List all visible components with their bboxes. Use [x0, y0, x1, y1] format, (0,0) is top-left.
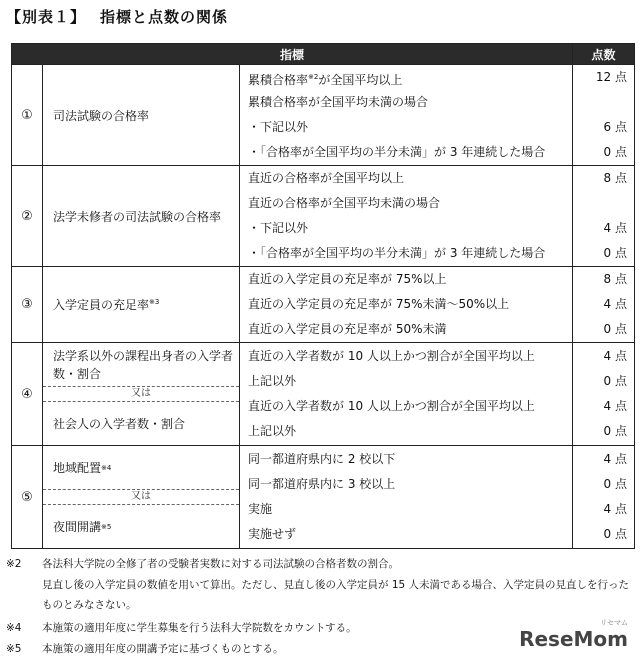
- indicator-points-table: [11, 43, 635, 549]
- condition-label: 直近の入学者数が 10 人以上かつ割合が全国平均以上: [248, 349, 535, 363]
- condition-text: [248, 90, 572, 115]
- points-value: 4 点: [603, 349, 627, 363]
- condition-text: [248, 166, 572, 191]
- group-name-text: 法学未修者の司法試験の合格率: [53, 209, 222, 224]
- footnote-text: 本施策の適用年度に学生募集を行う法科大学院数をカウントする。: [42, 622, 357, 634]
- header-points: 点数: [573, 44, 635, 65]
- footnote-ref: ※3: [149, 298, 160, 306]
- group-name-cell: [43, 446, 240, 549]
- group-row: [12, 166, 635, 267]
- condition-label: 同一都道府県内に 3 校以上: [248, 477, 396, 491]
- points-cell: [573, 343, 635, 446]
- condition-label: 同一都道府県内に 2 校以下: [248, 452, 396, 466]
- group-name: [43, 296, 239, 313]
- points-value: 0 点: [603, 477, 627, 491]
- or-separator: 又は: [43, 489, 239, 505]
- footnote-ref: ※2: [308, 73, 319, 81]
- condition-label: ・下記以外: [248, 120, 309, 134]
- footnote-text: 見直し後の入学定員の数値を用いて算出。ただし、見直し後の入学定員が 15 人未満である場合、入学定員の見直しを行ったものとみなさない。: [42, 579, 630, 611]
- subgroup-a-text: 法学系以外の課程出身者の入学者数・割合: [53, 348, 234, 381]
- subgroup-a-name: [43, 446, 239, 489]
- condition-label: 直近の合格率が全国平均以上: [248, 171, 405, 185]
- subgroup-b-text: 夜間開講: [53, 520, 102, 534]
- subgroup-a-text: 地域配置: [53, 460, 102, 475]
- condition-label: 上記以外: [248, 424, 297, 438]
- points-value: 4 点: [603, 452, 627, 466]
- points-value: 0 点: [603, 145, 627, 159]
- points-value: 0 点: [603, 374, 627, 388]
- condition-label: 直近の入学定員の充足率が 75%未満～50%以上: [248, 297, 510, 311]
- page-title: [6, 6, 228, 27]
- condition-cell: [240, 166, 573, 267]
- condition-text: [248, 115, 572, 140]
- condition-label: 累積合格率: [248, 73, 309, 87]
- condition-text: [248, 267, 572, 292]
- condition-text: [248, 447, 572, 472]
- group-name-text: 司法試験の合格率: [53, 108, 150, 123]
- condition-text: [248, 65, 572, 90]
- resemom-logo: [519, 619, 628, 651]
- condition-label: ・下記以外: [248, 221, 309, 235]
- table-header-row: [12, 44, 635, 65]
- footnote-ref: ※4: [101, 463, 112, 472]
- points-value: 0 点: [603, 322, 627, 336]
- footnote-mark: ※2: [6, 558, 22, 570]
- points-value: 4 点: [603, 221, 627, 235]
- points-value: 4 点: [603, 399, 627, 413]
- condition-label: 直近の入学定員の充足率が 50%未満: [248, 322, 447, 336]
- condition-label: 直近の合格率が全国平均未満の場合: [248, 196, 441, 210]
- logo-sub: リセマム: [600, 619, 628, 627]
- footnote: [6, 575, 632, 615]
- subgroup-b-text: 社会人の入学者数・割合: [53, 417, 186, 431]
- condition-text: [248, 369, 572, 394]
- group-name-text: 入学定員の充足率: [53, 298, 150, 312]
- points-cell: [573, 446, 635, 549]
- group-name: [43, 208, 239, 225]
- condition-label-rest: が全国平均以上: [318, 73, 403, 87]
- group-number: ①: [12, 65, 43, 166]
- condition-text: [248, 140, 572, 165]
- points-value: 6 点: [603, 120, 627, 134]
- group-row: [12, 65, 635, 166]
- subgroup-b-name: [43, 402, 239, 445]
- group-name-cell: [43, 166, 240, 267]
- table-title: 指標と点数の関係: [100, 8, 229, 26]
- group-number: ⑤: [12, 446, 43, 549]
- group-row: [12, 343, 635, 446]
- condition-text: [248, 191, 572, 216]
- condition-label: 実施: [248, 502, 273, 516]
- footnote-mark: [6, 575, 42, 595]
- group-number: ④: [12, 343, 43, 446]
- logo-text: ReseMom: [519, 627, 628, 651]
- condition-label: 実施せず: [248, 527, 297, 541]
- condition-text: [248, 419, 572, 444]
- points-cell: [573, 65, 635, 166]
- points-value: 0 点: [603, 527, 627, 541]
- condition-text: [248, 317, 572, 342]
- group-number: ②: [12, 166, 43, 267]
- condition-cell: [240, 65, 573, 166]
- condition-label: 直近の入学者数が 10 人以上かつ割合が全国平均以上: [248, 399, 535, 413]
- points-value: 0 点: [603, 246, 627, 260]
- condition-text: [248, 344, 572, 369]
- condition-cell: [240, 343, 573, 446]
- condition-text: [248, 241, 572, 266]
- subgroup-a-name: [43, 343, 239, 386]
- header-indicator: 指標: [12, 44, 573, 65]
- condition-text: [248, 292, 572, 317]
- condition-text: [248, 472, 572, 497]
- footnote-mark: ※5: [6, 643, 22, 655]
- group-number: ③: [12, 267, 43, 343]
- footnote-ref: ※5: [101, 522, 112, 531]
- points-value: 4 点: [603, 502, 627, 516]
- group-name-cell: [43, 65, 240, 166]
- or-separator: 又は: [43, 386, 239, 402]
- points-value: [573, 90, 627, 115]
- footnote-text: 本施策の適用年度の開講予定に基づくものとする。: [42, 643, 284, 655]
- condition-cell: [240, 267, 573, 343]
- points-value: 8 点: [603, 272, 627, 286]
- footnote-mark: ※4: [6, 622, 22, 634]
- footnote: [6, 557, 632, 571]
- points-value: 4 点: [603, 297, 627, 311]
- condition-label: 直近の入学定員の充足率が 75%以上: [248, 272, 447, 286]
- points-value: [573, 191, 627, 216]
- condition-label: 累積合格率が全国平均未満の場合: [248, 95, 429, 109]
- points-value: 8 点: [603, 171, 627, 185]
- condition-text: [248, 216, 572, 241]
- condition-label: 上記以外: [248, 374, 297, 388]
- condition-text: [248, 522, 572, 547]
- group-name: [43, 107, 239, 124]
- points-value: 12 点: [595, 70, 627, 84]
- points-cell: [573, 267, 635, 343]
- group-name-cell: [43, 267, 240, 343]
- subgroup-b-name: [43, 505, 239, 548]
- group-name-cell: [43, 343, 240, 446]
- condition-cell: [240, 446, 573, 549]
- condition-label: ・「合格率が全国平均の半分未満」が 3 年連続した場合: [248, 246, 546, 260]
- condition-label: ・「合格率が全国平均の半分未満」が 3 年連続した場合: [248, 145, 546, 159]
- condition-text: [248, 497, 572, 522]
- points-value: 0 点: [603, 424, 627, 438]
- footnote-text: 各法科大学院の全修了者の受験者実数に対する司法試験の合格者数の割合。: [42, 558, 399, 570]
- table-label: 【別表１】: [6, 8, 87, 26]
- condition-text: [248, 394, 572, 419]
- group-row: [12, 267, 635, 343]
- group-row: [12, 446, 635, 549]
- points-cell: [573, 166, 635, 267]
